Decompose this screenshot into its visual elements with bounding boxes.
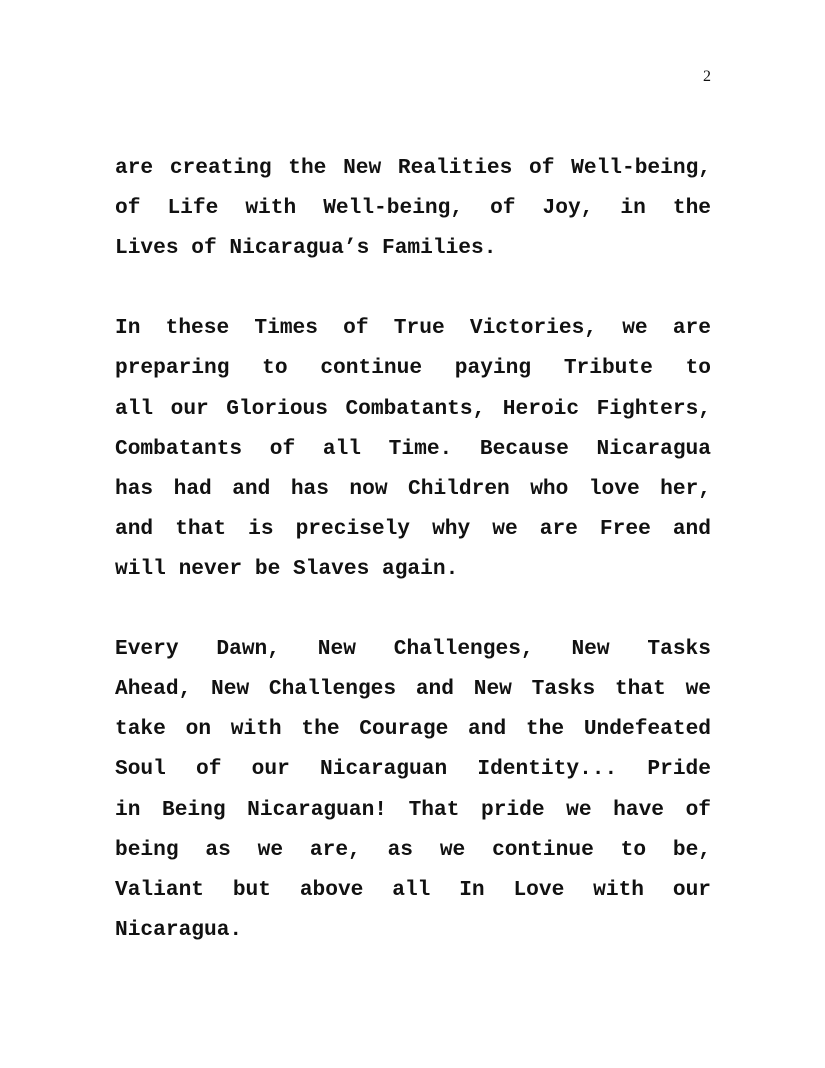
- text-line: Soul of our Nicaraguan Identity... Pride: [115, 757, 711, 782]
- paragraph-3: [115, 629, 711, 950]
- text-line: and that is precisely why we are Free and: [115, 516, 711, 541]
- text-line: of Life with Well-being, of Joy, in the: [115, 196, 711, 221]
- text-line: Valiant but above all In Love with our: [115, 877, 711, 902]
- text-line: Ahead, New Challenges and New Tasks that we: [115, 677, 711, 702]
- text-line: preparing to continue paying Tribute to: [115, 356, 711, 381]
- text-line: Combatants of all Time. Because Nicaragua: [115, 436, 711, 461]
- text-line: has had and has now Children who love her,: [115, 476, 711, 501]
- text-line: Every Dawn, New Challenges, New Tasks: [115, 637, 711, 662]
- paragraph-2: [115, 308, 711, 589]
- text-line: all our Glorious Combatants, Heroic Fighters,: [115, 396, 711, 421]
- text-line: in Being Nicaraguan! That pride we have of: [115, 797, 711, 822]
- text-line: being as we are, as we continue to be,: [115, 837, 711, 862]
- text-line: In these Times of True Victories, we are: [115, 316, 711, 341]
- text-line: Lives of Nicaragua’s Families.: [115, 236, 497, 261]
- text-line: are creating the New Realities of Well-being,: [115, 156, 711, 180]
- text-line: Nicaragua.: [115, 917, 243, 942]
- text-line: will never be Slaves again.: [115, 556, 459, 581]
- text-line: take on with the Courage and the Undefeated: [115, 717, 711, 742]
- body-text: [115, 148, 711, 990]
- page-number: 2: [703, 68, 711, 85]
- paragraph-1: [115, 148, 711, 268]
